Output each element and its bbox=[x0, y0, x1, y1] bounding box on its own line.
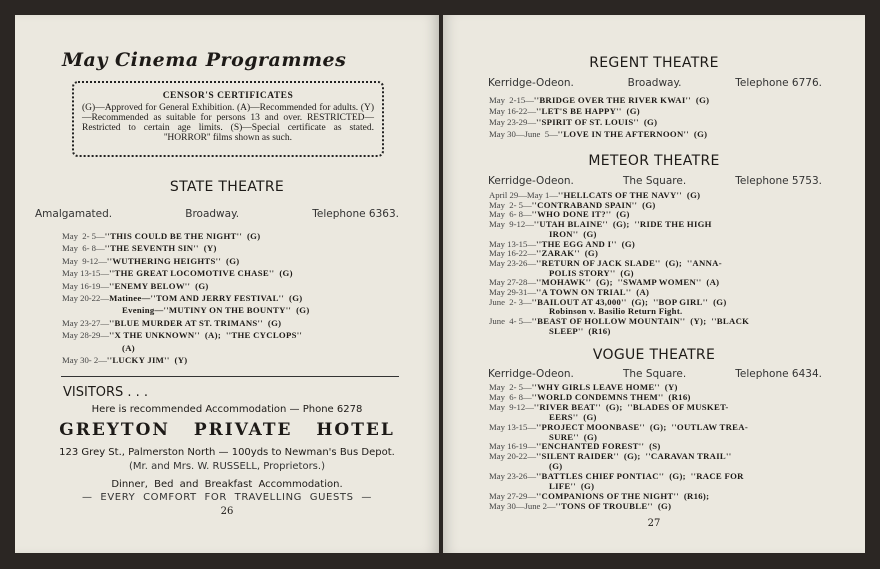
listing-date: May 9-12— bbox=[62, 255, 107, 266]
listing-title: ''HELLCATS OF THE NAVY'' (G) bbox=[558, 190, 701, 200]
listing-title: ''UTAH BLAINE'' (G); ''RIDE THE HIGH bbox=[533, 219, 712, 230]
phone: Telephone 6776. bbox=[735, 77, 822, 89]
listing-date: May 6- 8— bbox=[489, 391, 532, 402]
listing-entry bbox=[489, 317, 825, 327]
hotel-proprietors: (Mr. and Mrs. W. RUSSELL, Proprietors.) bbox=[129, 461, 325, 472]
hotel-dinner: Dinner, Bed and Breakfast Accommodation. bbox=[111, 479, 343, 490]
listing-date: May 27-29— bbox=[489, 490, 537, 501]
listing-title: ''PROJECT MOONBASE'' (G); ''OUTLAW TREA- bbox=[536, 421, 749, 432]
page-number: 26 bbox=[220, 506, 234, 517]
meteor-listings bbox=[489, 191, 825, 337]
listing-title: ''X THE UNKNOWN'' (A); ''THE CYCLOPS'' bbox=[109, 330, 303, 341]
listing-entry bbox=[62, 354, 402, 366]
listing-title: ''COMPANIONS OF THE NIGHT'' (R16); bbox=[536, 490, 710, 501]
listing-continuation: Evening—''MUTINY ON THE BOUNTY'' (G) bbox=[122, 305, 310, 316]
censor-certificates-box bbox=[72, 81, 384, 157]
listing-continuation: EERS'' (G) bbox=[549, 411, 597, 422]
listing-date: May 23-26— bbox=[489, 471, 537, 482]
listing-entry bbox=[62, 230, 402, 242]
listing-entry bbox=[489, 452, 825, 462]
listing-title: ''ZARAK'' (G) bbox=[536, 248, 599, 259]
listing-date: May 30- 2— bbox=[62, 355, 107, 366]
listing-entry bbox=[62, 267, 402, 279]
phone: Telephone 5753. bbox=[735, 175, 822, 187]
listing-title: ''ENEMY BELOW'' (G) bbox=[109, 280, 209, 291]
listing-continuation: IRON'' (G) bbox=[549, 228, 597, 239]
listing-entry bbox=[489, 403, 825, 413]
owner: Kerridge-Odeon. bbox=[488, 368, 574, 380]
listing-title: ''THIS COULD BE THE NIGHT'' (G) bbox=[104, 231, 261, 241]
listing-date: May 30—June 5— bbox=[489, 128, 558, 139]
hotel-comfort: — EVERY COMFORT FOR TRAVELLING GUESTS — bbox=[82, 492, 372, 503]
listing-entry bbox=[489, 472, 825, 482]
listing-title: ''A TOWN ON TRIAL'' (A) bbox=[536, 287, 650, 298]
listing-date: May 16-22— bbox=[489, 106, 537, 117]
vogue-listings bbox=[489, 383, 825, 512]
phone: Telephone 6363. bbox=[312, 208, 399, 220]
listing-entry bbox=[489, 502, 825, 512]
listing-date: May 13-15— bbox=[489, 421, 537, 432]
listing-title: ''ENCHANTED FOREST'' (S) bbox=[536, 441, 661, 452]
meteor-theatre-heading: METEOR THEATRE bbox=[588, 153, 720, 169]
listing-title: ''BLUE MURDER AT ST. TRIMANS'' (G) bbox=[109, 317, 282, 328]
listing-date: June 4- 5— bbox=[489, 316, 532, 327]
listing-title: ''WHY GIRLS LEAVE HOME'' (Y) bbox=[531, 382, 678, 392]
listing-date: May 28-29— bbox=[62, 330, 110, 341]
listing-title: ''LET'S BE HAPPY'' (G) bbox=[536, 106, 640, 117]
listing-title: ''RIVER BEAT'' (G); ''BLADES OF MUSKET- bbox=[533, 401, 729, 412]
vogue-theatre-heading: VOGUE THEATRE bbox=[592, 347, 716, 363]
listing-entry bbox=[62, 329, 402, 341]
listing-date: May 6- 8— bbox=[489, 209, 532, 220]
listing-date: May 20-22— bbox=[62, 293, 110, 304]
listing-title: ''THE SEVENTH SIN'' (Y) bbox=[104, 243, 217, 254]
listing-entry bbox=[489, 220, 825, 230]
recommend-text: Here is recommended Accommodation — Phone 6278 bbox=[91, 404, 363, 415]
listing-continuation: LIFE'' (G) bbox=[549, 481, 595, 492]
listing-continuation: SLEEP'' (R16) bbox=[549, 325, 611, 336]
listing-title: ''WHO DONE IT?'' (G) bbox=[531, 209, 630, 220]
listing-entry bbox=[489, 129, 825, 140]
owner: Kerridge-Odeon. bbox=[488, 77, 574, 89]
location: Broadway. bbox=[627, 77, 682, 89]
listing-date: May 9-12— bbox=[489, 401, 534, 412]
left-page bbox=[15, 15, 439, 553]
hotel-name: GREYTON PRIVATE HOTEL bbox=[59, 420, 395, 440]
listing-date: May 6- 8— bbox=[62, 243, 105, 254]
listing-date: May 27-28— bbox=[489, 277, 537, 288]
listing-title: ''LUCKY JIM'' (Y) bbox=[106, 355, 188, 366]
state-listings bbox=[62, 230, 402, 366]
listing-title: ''BEAST OF HOLLOW MOUNTAIN'' (Y); ''BLACK bbox=[531, 316, 750, 327]
regent-listings bbox=[489, 95, 825, 140]
regent-theatre-info bbox=[488, 77, 822, 89]
hotel-address: 123 Grey St., Palmerston North — 100yds to Newman's Bus Depot. bbox=[59, 447, 395, 458]
listing-title: ''WUTHERING HEIGHTS'' (G) bbox=[106, 255, 240, 266]
listing-date: June 2- 3— bbox=[489, 296, 532, 307]
listing-entry bbox=[489, 106, 825, 117]
censor-heading: CENSOR'S CERTIFICATES bbox=[162, 91, 294, 101]
listing-title: Matinee—''TOM AND JERRY FESTIVAL'' (G) bbox=[109, 293, 303, 304]
listing-title: ''THE EGG AND I'' (G) bbox=[536, 238, 636, 249]
listing-continuation: Robinson v. Basilio Return Fight. bbox=[549, 306, 683, 317]
regent-theatre-heading: REGENT THEATRE bbox=[589, 55, 719, 71]
listing-date: May 2- 5— bbox=[489, 382, 532, 392]
divider bbox=[61, 376, 399, 377]
listing-date: May 23-29— bbox=[489, 117, 537, 128]
visitors-heading: VISITORS . . . bbox=[63, 385, 149, 400]
listing-title: ''WORLD CONDEMNS THEM'' (R16) bbox=[531, 391, 691, 402]
listing-date: May 16-22— bbox=[489, 248, 537, 259]
page-number: 27 bbox=[647, 518, 661, 529]
location: The Square. bbox=[622, 175, 687, 187]
listing-title: ''SPIRIT OF ST. LOUIS'' (G) bbox=[536, 117, 658, 128]
listing-entry bbox=[489, 423, 825, 433]
listing-date: May 13-15— bbox=[62, 268, 110, 279]
listing-title: ''BRIDGE OVER THE RIVER KWAI'' (G) bbox=[533, 95, 710, 105]
listing-continuation: (A) bbox=[122, 342, 135, 353]
listing-entry bbox=[62, 280, 402, 292]
listing-title: ''RETURN OF JACK SLADE'' (G); ''ANNA- bbox=[536, 257, 722, 268]
listing-date: May 2-15— bbox=[489, 95, 534, 105]
listing-date: May 2- 5— bbox=[489, 199, 532, 210]
location: Broadway. bbox=[185, 208, 240, 220]
listing-entry bbox=[489, 95, 825, 106]
listing-entry bbox=[489, 259, 825, 269]
owner: Kerridge-Odeon. bbox=[488, 175, 574, 187]
listing-date: April 29—May 1— bbox=[489, 190, 559, 200]
listing-title: ''LOVE IN THE AFTERNOON'' (G) bbox=[557, 128, 708, 139]
listing-entry bbox=[489, 117, 825, 128]
listing-title: ''CONTRABAND SPAIN'' (G) bbox=[531, 199, 656, 210]
listing-title: ''BAILOUT AT 43,000'' (G); ''BOP GIRL'' (G) bbox=[531, 296, 727, 307]
listing-continuation: POLIS STORY'' (G) bbox=[549, 267, 634, 278]
state-theatre-info bbox=[35, 208, 399, 220]
listing-date: May 13-15— bbox=[489, 238, 537, 249]
listing-date: May 23-26— bbox=[489, 257, 537, 268]
listing-date: May 16-19— bbox=[62, 280, 110, 291]
page-title: May Cinema Programmes bbox=[62, 49, 347, 71]
listing-title: ''MOHAWK'' (G); ''SWAMP WOMEN'' (A) bbox=[536, 277, 720, 288]
listing-entry bbox=[62, 292, 402, 304]
listing-date: May 20-22— bbox=[489, 451, 537, 462]
listing-title: ''THE GREAT LOCOMOTIVE CHASE'' (G) bbox=[109, 268, 293, 279]
listing-date: May 16-19— bbox=[489, 441, 537, 452]
listing-continuation: SURE'' (G) bbox=[549, 431, 598, 442]
listing-entry bbox=[62, 242, 402, 254]
listing-date: May 2- 5— bbox=[62, 231, 105, 241]
listing-entry bbox=[62, 255, 402, 267]
listing-date: May 30—June 2— bbox=[489, 500, 556, 511]
listing-title: ''SILENT RAIDER'' (G); ''CARAVAN TRAIL'' bbox=[536, 451, 732, 462]
listing-date: May 9-12— bbox=[489, 219, 534, 230]
censor-text: (G)—Approved for General Exhibition. (A)—Recommended for adults. (Y)—Recommended as suitable for persons 13 and over. RESTRICTED—Restricted to certain age limits. (S)—Special certificate as stated. ''HORROR'' films shown as such. bbox=[82, 103, 374, 143]
listing-entry bbox=[62, 317, 402, 329]
listing-continuation: (G) bbox=[549, 461, 563, 472]
listing-date: May 29-31— bbox=[489, 287, 537, 298]
listing-title: ''TONS OF TROUBLE'' (G) bbox=[555, 500, 672, 511]
meteor-theatre-info bbox=[488, 175, 822, 187]
listing-title: ''BATTLES CHIEF PONTIAC'' (G); ''RACE FOR bbox=[536, 471, 744, 482]
state-theatre-heading: STATE THEATRE bbox=[169, 179, 285, 195]
phone: Telephone 6434. bbox=[735, 368, 822, 380]
owner: Amalgamated. bbox=[35, 208, 113, 220]
vogue-theatre-info bbox=[488, 368, 822, 380]
listing-date: May 23-27— bbox=[62, 317, 110, 328]
right-page bbox=[443, 15, 865, 553]
location: The Square. bbox=[622, 368, 687, 380]
